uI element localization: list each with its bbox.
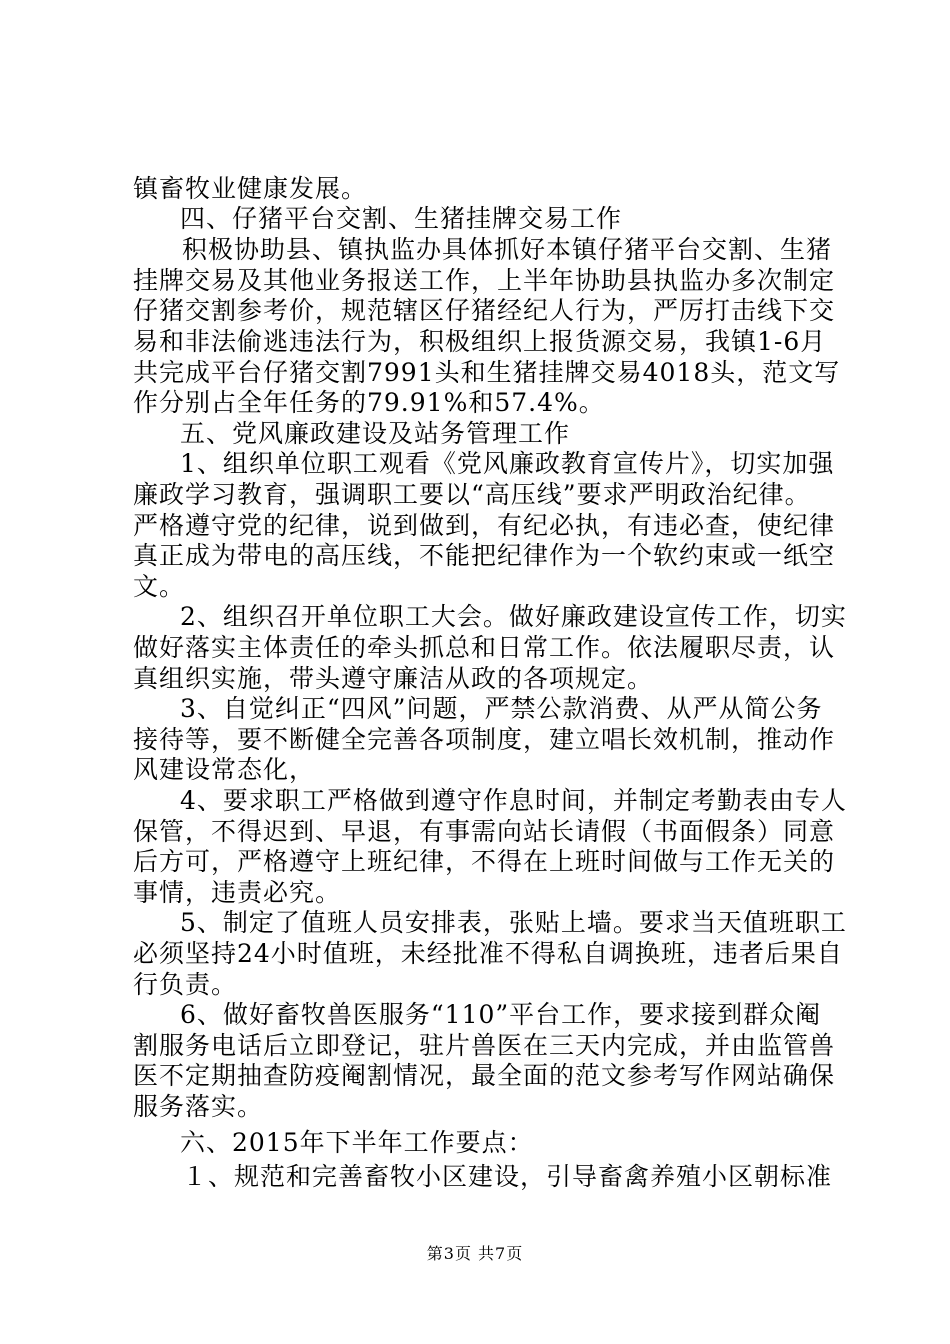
text-line: 接待等，要不断健全完善各项制度，建立唱长效机制，推动作: [133, 725, 836, 754]
text-line: 易和非法偷逃违法行为，积极组织上报货源交易，我镇1-6月: [133, 327, 827, 356]
text-line: 1、组织单位职工观看《党风廉政教育宣传片》，切实加强: [180, 449, 835, 478]
text-line: 廉政学习教育，强调职工要以“高压线”要求严明政治纪律。: [133, 480, 811, 509]
text-line: 3、自觉纠正“四风”问题，严禁公款消费、从严从简公务: [180, 694, 823, 723]
page-number: 第3页 共7页: [426, 1244, 524, 1263]
text-line: 文。: [133, 572, 186, 601]
text-line: 2、组织召开单位职工大会。做好廉政建设宣传工作，切实: [180, 602, 847, 631]
text-line: 事情，违责必究。: [133, 878, 342, 907]
text-line: １、规范和完善畜牧小区建设，引导畜禽养殖小区朝标准: [182, 1162, 833, 1191]
text-line: 真正成为带电的高压线，不能把纪律作为一个软约束或一纸空: [133, 541, 836, 570]
text-line: 真组织实施，带头遵守廉洁从政的各项规定。: [133, 664, 654, 693]
text-line: 挂牌交易及其他业务报送工作，上半年协助县执监办多次制定: [133, 266, 836, 295]
section-heading: 四、仔猪平台交割、生猪挂牌交易工作: [180, 204, 623, 233]
section-heading: 六、2015年下半年工作要点：: [180, 1128, 534, 1157]
text-line: 严格遵守党的纪律，说到做到，有纪必执，有违必查，使纪律: [133, 511, 836, 540]
text-line: 6、做好畜牧兽医服务“110”平台工作，要求接到群众阉: [180, 1000, 822, 1029]
text-line: 必须坚持24小时值班，未经批准不得私自调换班，违者后果自: [133, 939, 843, 968]
text-line: 割服务电话后立即登记，驻片兽医在三天内完成，并由监管兽: [133, 1031, 836, 1060]
text-line: 共完成平台仔猪交割7991头和生猪挂牌交易4018头，范文写: [133, 358, 841, 387]
text-line: 镇畜牧业健康发展。: [133, 174, 368, 203]
text-line: 5、制定了值班人员安排表，张贴上墙。要求当天值班职工: [180, 908, 847, 937]
text-line: 风建设常态化，: [133, 755, 316, 784]
text-line: 服务落实。: [133, 1092, 264, 1121]
section-heading: 五、党风廉政建设及站务管理工作: [180, 419, 571, 448]
text-line: 仔猪交割参考价，规范辖区仔猪经纪人行为，严厉打击线下交: [133, 296, 836, 325]
text-line: 作分别占全年任务的79.91%和57.4%。: [133, 388, 605, 417]
text-line: 积极协助县、镇执监办具体抓好本镇仔猪平台交割、生猪: [182, 235, 833, 264]
text-line: 医不定期抽查防疫阉割情况，最全面的范文参考写作网站确保: [133, 1061, 836, 1090]
text-line: 保管，不得迟到、早退，有事需向站长请假（书面假条）同意: [133, 817, 836, 846]
text-line: 后方可，严格遵守上班纪律，不得在上班时间做与工作无关的: [133, 847, 836, 876]
text-line: 做好落实主体责任的牵头抓总和日常工作。依法履职尽责，认: [133, 633, 836, 662]
text-line: 行负责。: [133, 970, 238, 999]
text-line: 4、要求职工严格做到遵守作息时间，并制定考勤表由专人: [180, 786, 847, 815]
